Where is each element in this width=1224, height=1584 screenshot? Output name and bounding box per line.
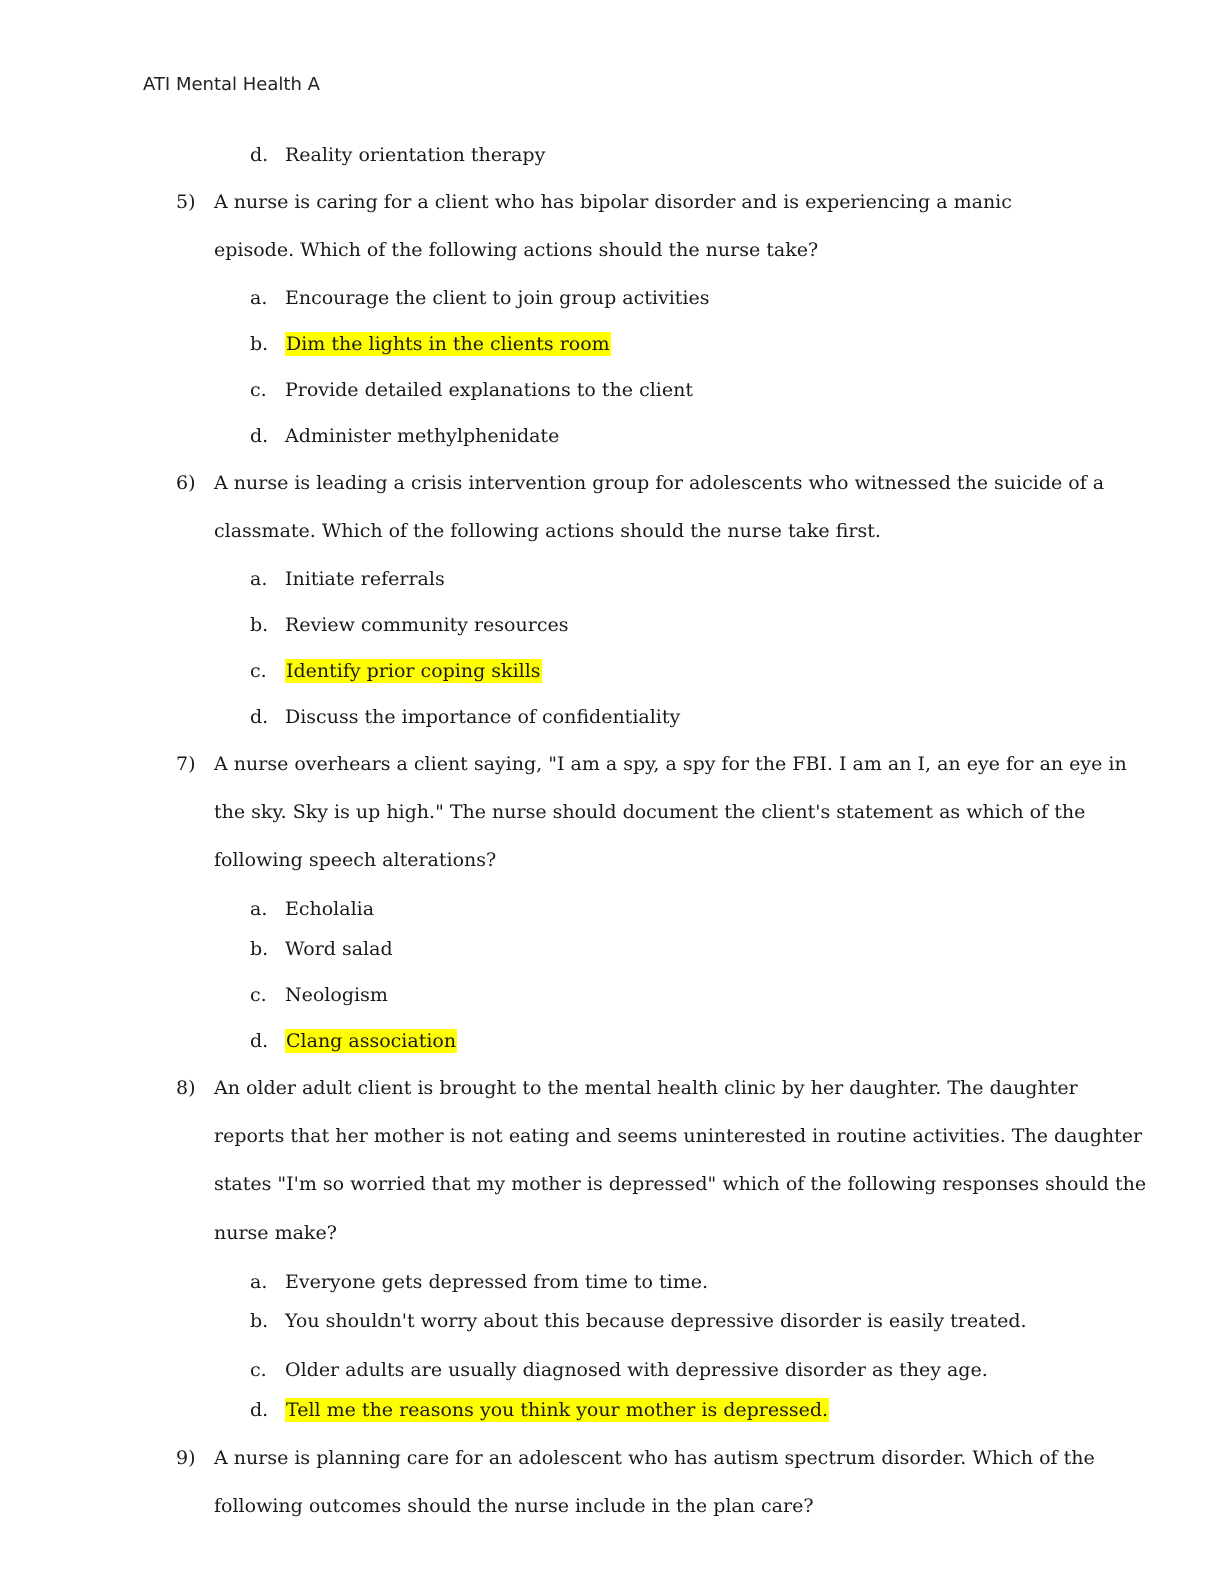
option-text-highlighted-answer: Identify prior coping skills (286, 660, 541, 682)
option-letter: c. (250, 379, 267, 401)
question-text-line: nurse make? (214, 1222, 337, 1244)
option-text: Discuss the importance of confidentiality (285, 706, 681, 728)
question-number: 6) (176, 472, 196, 494)
question-text-line: states "I'm so worried that my mother is depressed" which of the following responses should the (214, 1173, 1147, 1195)
option-letter: d. (250, 425, 269, 447)
option-letter: b. (250, 938, 269, 960)
question-text-line: episode. Which of the following actions should the nurse take? (214, 239, 819, 261)
option-text-highlighted-answer: Dim the lights in the clients room (286, 333, 610, 355)
question-text-line: An older adult client is brought to the mental health clinic by her daughter. The daughter (214, 1077, 1078, 1099)
question-text-line: A nurse is caring for a client who has bipolar disorder and is experiencing a manic (214, 191, 1012, 213)
option-text: Review community resources (285, 614, 569, 636)
page-header-title: ATI Mental Health A (143, 74, 320, 95)
option-letter: b. (250, 333, 269, 355)
option-text: You shouldn't worry about this because depressive disorder is easily treated. (285, 1310, 1027, 1332)
option-letter: c. (250, 1359, 267, 1381)
option-text: Administer methylphenidate (285, 425, 560, 447)
option-text: Echolalia (285, 898, 375, 920)
option-text-highlighted-answer: Clang association (286, 1030, 457, 1052)
option-letter: b. (250, 1310, 269, 1332)
question-text-line: following speech alterations? (214, 849, 497, 871)
option-letter: d. (250, 1399, 269, 1421)
option-letter: d. (250, 1030, 269, 1052)
option-letter: a. (250, 1271, 268, 1293)
question-text-line: the sky. Sky is up high." The nurse should document the client's statement as which of the (214, 801, 1086, 823)
option-text: Provide detailed explanations to the client (285, 379, 693, 401)
option-text-highlighted-answer: Tell me the reasons you think your mother is depressed. (286, 1399, 829, 1421)
question-text-line: reports that her mother is not eating and seems uninterested in routine activities. The daughter (214, 1125, 1143, 1147)
option-text: Initiate referrals (285, 568, 445, 590)
question-text-line: following outcomes should the nurse include in the plan care? (214, 1495, 814, 1517)
option-text: Neologism (285, 984, 388, 1006)
option-letter: a. (250, 898, 268, 920)
question-number: 5) (176, 191, 196, 213)
question-number: 9) (176, 1447, 196, 1469)
option-letter: b. (250, 614, 269, 636)
question-text-line: A nurse is leading a crisis intervention group for adolescents who witnessed the suicide of a (214, 472, 1105, 494)
option-letter: a. (250, 568, 268, 590)
option-letter: c. (250, 660, 267, 682)
option-text: Everyone gets depressed from time to time. (285, 1271, 709, 1293)
question-text-line: A nurse overhears a client saying, "I am a spy, a spy for the FBI. I am an I, an eye for an eye in (214, 753, 1127, 775)
question-text-line: classmate. Which of the following actions should the nurse take first. (214, 520, 881, 542)
question-number: 7) (176, 753, 196, 775)
option-text: Older adults are usually diagnosed with depressive disorder as they age. (285, 1359, 988, 1381)
option-letter: d. (250, 706, 269, 728)
option-letter: d. (250, 144, 269, 166)
option-text: Encourage the client to join group activities (285, 287, 710, 309)
option-letter: c. (250, 984, 267, 1006)
question-text-line: A nurse is planning care for an adolescent who has autism spectrum disorder. Which of the (214, 1447, 1095, 1469)
option-text: Word salad (285, 938, 393, 960)
option-letter: a. (250, 287, 268, 309)
option-text: Reality orientation therapy (285, 144, 546, 166)
question-number: 8) (176, 1077, 196, 1099)
